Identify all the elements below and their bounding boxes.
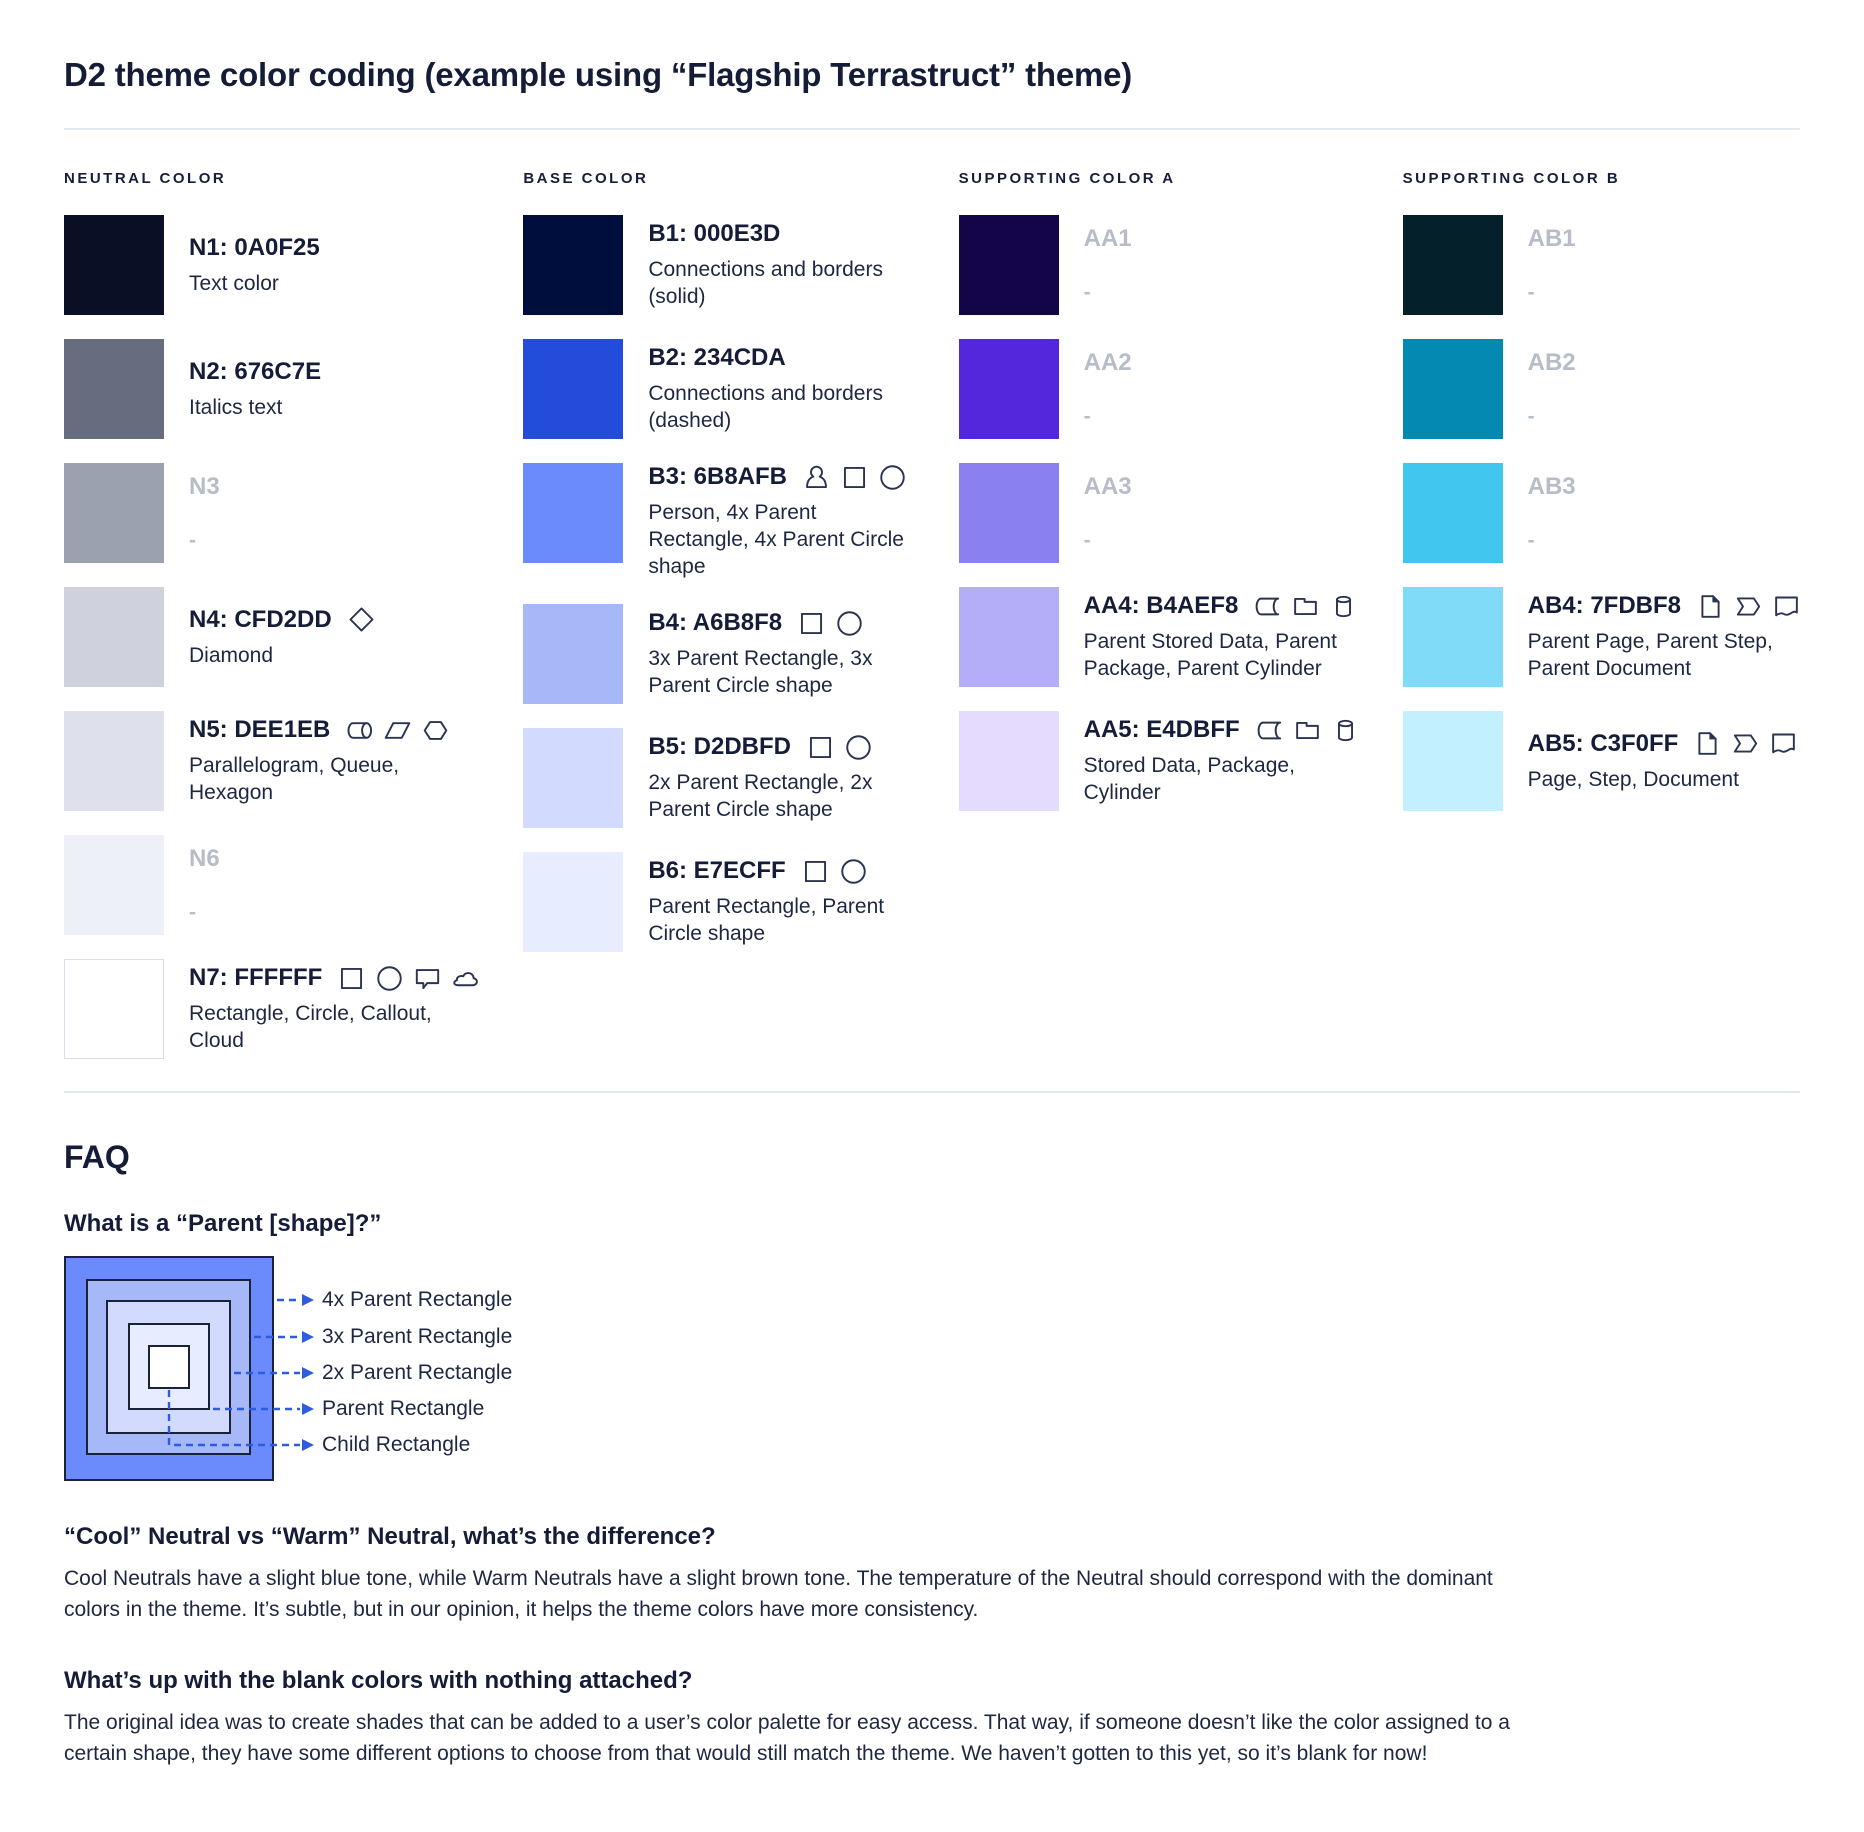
swatch-row-b6 bbox=[523, 852, 914, 952]
shape-icons bbox=[803, 464, 906, 491]
swatch-info bbox=[1084, 587, 1359, 687]
swatch-info bbox=[189, 959, 479, 1059]
faq-answer-blank-colors: The original idea was to create shades that can be added to a user’s color palette for easy access. That way, if someone doesn’t like the color assigned to a certain shape, they have some different options to choose from that would still match the theme. We haven’t gotten to this yet, so it’s blank for now! bbox=[64, 1711, 1510, 1765]
diagram-label-child: Child Rectangle bbox=[322, 1433, 471, 1456]
swatch-info bbox=[1528, 339, 1576, 439]
color-usage: - bbox=[189, 528, 196, 552]
swatch-info bbox=[1084, 339, 1132, 439]
swatch-row-b3 bbox=[523, 463, 914, 580]
swatch-row-b2 bbox=[523, 339, 914, 439]
rectangle-icon bbox=[841, 464, 868, 491]
shape-icons bbox=[1254, 593, 1357, 620]
swatch-row-n7 bbox=[64, 959, 479, 1059]
color-swatch bbox=[1403, 587, 1503, 687]
color-code: N2: 676C7E bbox=[189, 357, 322, 385]
shape-icons bbox=[348, 606, 375, 633]
color-usage: Parent Page, Parent Step, Parent Document bbox=[1527, 630, 1773, 680]
color-code: AA3 bbox=[1083, 472, 1132, 500]
step-icon bbox=[1732, 730, 1759, 757]
title-divider bbox=[64, 128, 1800, 130]
faq-section bbox=[64, 1139, 1800, 1769]
swatch-info bbox=[1084, 215, 1132, 315]
color-swatch bbox=[64, 711, 164, 811]
document-icon bbox=[1773, 593, 1800, 620]
swatch-row-n5 bbox=[64, 711, 479, 811]
faq-question-blank-colors: What’s up with the blank colors with nothing attached? bbox=[64, 1667, 693, 1694]
color-usage: Diamond bbox=[189, 643, 274, 667]
document-icon bbox=[1770, 730, 1797, 757]
swatch-row-b4 bbox=[523, 604, 914, 704]
color-usage: - bbox=[1527, 404, 1535, 428]
faq-divider bbox=[64, 1091, 1800, 1093]
color-usage: Parent Rectangle, Parent Circle shape bbox=[648, 895, 885, 945]
color-code: N1: 0A0F25 bbox=[189, 233, 320, 261]
color-code: N7: FFFFFF bbox=[189, 964, 323, 991]
swatch-row-n4 bbox=[64, 587, 479, 687]
color-usage: Connections and borders (dashed) bbox=[648, 382, 883, 432]
color-usage: Person, 4x Parent Rectangle, 4x Parent Circle shape bbox=[648, 501, 904, 578]
color-code: B2: 234CDA bbox=[648, 344, 786, 371]
swatch-row-ab1 bbox=[1403, 215, 1800, 315]
color-swatch bbox=[1403, 339, 1503, 439]
color-swatch bbox=[523, 852, 623, 952]
color-usage: - bbox=[189, 900, 196, 924]
column-base-color bbox=[523, 170, 914, 1083]
swatch-row-aa1 bbox=[959, 215, 1359, 315]
color-swatch bbox=[959, 339, 1059, 439]
color-code: B1: 000E3D bbox=[648, 220, 781, 247]
color-usage: - bbox=[1083, 280, 1091, 304]
color-usage: Stored Data, Package, Cylinder bbox=[1083, 754, 1295, 804]
rectangle-icon bbox=[798, 610, 825, 637]
swatch-info bbox=[1528, 587, 1800, 687]
swatch-info bbox=[1528, 711, 1798, 811]
column-supporting-a bbox=[959, 170, 1359, 1083]
circle-icon bbox=[836, 610, 863, 637]
color-swatch bbox=[1403, 463, 1503, 563]
swatch-info bbox=[648, 463, 914, 580]
color-swatch bbox=[64, 959, 164, 1059]
color-usage: - bbox=[1527, 280, 1535, 304]
color-usage: 3x Parent Rectangle, 3x Parent Circle shape bbox=[648, 647, 873, 697]
color-swatch bbox=[523, 215, 623, 315]
swatch-row-aa3 bbox=[959, 463, 1359, 563]
color-code: B5: D2DBFD bbox=[648, 733, 791, 760]
person-icon bbox=[803, 464, 830, 491]
color-code: N6 bbox=[189, 844, 220, 872]
swatch-row-ab3 bbox=[1403, 463, 1800, 563]
column-neutral-color bbox=[64, 170, 479, 1083]
swatch-info bbox=[1084, 711, 1359, 811]
callout-icon bbox=[414, 965, 441, 992]
color-usage: Page, Step, Document bbox=[1527, 767, 1739, 791]
color-swatch bbox=[64, 587, 164, 687]
color-usage: Parallelogram, Queue, Hexagon bbox=[189, 754, 400, 804]
swatch-row-b5 bbox=[523, 728, 914, 828]
color-code: AA5: E4DBFF bbox=[1083, 716, 1240, 743]
color-swatch bbox=[523, 463, 623, 563]
swatch-info bbox=[189, 463, 220, 563]
shape-icons bbox=[1256, 717, 1359, 744]
swatch-info bbox=[648, 728, 914, 828]
color-code: AB3 bbox=[1527, 472, 1576, 500]
color-swatch bbox=[959, 711, 1059, 811]
shape-icons bbox=[802, 858, 867, 885]
package-icon bbox=[1294, 717, 1321, 744]
shape-icons bbox=[346, 717, 449, 744]
color-code: AB4: 7FDBF8 bbox=[1527, 592, 1681, 619]
rectangle-icon bbox=[338, 965, 365, 992]
swatch-row-ab5 bbox=[1403, 711, 1800, 811]
color-swatch bbox=[1403, 711, 1503, 811]
swatch-info bbox=[648, 215, 914, 315]
color-swatch bbox=[64, 835, 164, 935]
page-icon bbox=[1694, 730, 1721, 757]
color-code: B4: A6B8F8 bbox=[648, 609, 783, 636]
shape-icons bbox=[1694, 730, 1797, 757]
color-swatch bbox=[64, 339, 164, 439]
swatch-row-n3 bbox=[64, 463, 479, 563]
column-header: NEUTRAL COLOR bbox=[64, 170, 227, 187]
cylinder-icon bbox=[1332, 717, 1359, 744]
color-usage: Italics text bbox=[189, 395, 283, 419]
color-code: AA4: B4AEF8 bbox=[1083, 592, 1239, 619]
swatch-info bbox=[648, 852, 914, 952]
shape-icons bbox=[807, 734, 872, 761]
color-code: AA2 bbox=[1083, 348, 1132, 376]
column-supporting-b bbox=[1403, 170, 1800, 1083]
color-usage: Parent Stored Data, Parent Package, Parent Cylinder bbox=[1083, 630, 1337, 680]
swatch-row-b1 bbox=[523, 215, 914, 315]
palette-grid bbox=[64, 170, 1800, 1083]
swatch-info bbox=[1084, 463, 1132, 563]
package-icon bbox=[1292, 593, 1319, 620]
swatch-info bbox=[189, 587, 375, 687]
color-code: N4: CFD2DD bbox=[189, 605, 332, 633]
cylinder-icon bbox=[1330, 593, 1357, 620]
diagram-label-parent: Parent Rectangle bbox=[322, 1397, 485, 1420]
color-code: AA1 bbox=[1083, 224, 1132, 252]
faq-question-parent-shape: What is a “Parent [shape]?” bbox=[64, 1210, 382, 1237]
page-icon bbox=[1697, 593, 1724, 620]
color-code: AB1 bbox=[1527, 224, 1576, 252]
swatch-info bbox=[648, 604, 914, 704]
swatch-row-n6 bbox=[64, 835, 479, 935]
queue-icon bbox=[346, 717, 373, 744]
stored-data-icon bbox=[1256, 717, 1283, 744]
shape-icons bbox=[1697, 593, 1800, 620]
diagram-label-4x-parent: 4x Parent Rectangle bbox=[322, 1288, 513, 1311]
color-swatch bbox=[959, 215, 1059, 315]
color-code: AB2 bbox=[1527, 348, 1576, 376]
swatch-info bbox=[189, 835, 220, 935]
color-code: B6: E7ECFF bbox=[648, 857, 786, 884]
diagram-label-2x-parent: 2x Parent Rectangle bbox=[322, 1361, 513, 1384]
shape-icons bbox=[338, 965, 479, 992]
circle-icon bbox=[879, 464, 906, 491]
color-code: N3 bbox=[189, 472, 220, 500]
color-usage: Rectangle, Circle, Callout, Cloud bbox=[189, 1002, 432, 1052]
swatch-row-n2 bbox=[64, 339, 479, 439]
faq-answer-cool-vs-warm: Cool Neutrals have a slight blue tone, while Warm Neutrals have a slight brown tone. The temperature of the Neutral should correspond with the dominant colors in the theme. It’s subtle, but in our opinion, it helps the theme colors have more consistency. bbox=[64, 1567, 1493, 1621]
swatch-row-aa2 bbox=[959, 339, 1359, 439]
cloud-icon bbox=[452, 965, 479, 992]
swatch-info bbox=[648, 339, 914, 439]
circle-icon bbox=[840, 858, 867, 885]
color-code: B3: 6B8AFB bbox=[648, 463, 788, 490]
color-usage: 2x Parent Rectangle, 2x Parent Circle shape bbox=[648, 771, 873, 821]
rectangle-icon bbox=[802, 858, 829, 885]
color-swatch bbox=[64, 215, 164, 315]
diamond-icon bbox=[348, 606, 375, 633]
color-code: N5: DEE1EB bbox=[189, 716, 331, 743]
column-header: SUPPORTING COLOR B bbox=[1402, 170, 1621, 187]
swatch-info bbox=[1528, 463, 1576, 563]
swatch-row-ab2 bbox=[1403, 339, 1800, 439]
color-swatch bbox=[523, 604, 623, 704]
color-swatch bbox=[959, 587, 1059, 687]
swatch-info bbox=[189, 215, 320, 315]
column-header: SUPPORTING COLOR A bbox=[958, 170, 1176, 187]
faq-question-cool-vs-warm: “Cool” Neutral vs “Warm” Neutral, what’s the difference? bbox=[64, 1523, 716, 1550]
swatch-row-ab4 bbox=[1403, 587, 1800, 687]
swatch-info bbox=[189, 711, 479, 811]
color-usage: Connections and borders (solid) bbox=[648, 258, 883, 308]
circle-icon bbox=[376, 965, 403, 992]
color-swatch bbox=[523, 728, 623, 828]
color-usage: - bbox=[1083, 404, 1091, 428]
color-code: AB5: C3F0FF bbox=[1527, 729, 1679, 757]
color-usage: - bbox=[1083, 528, 1091, 552]
swatch-row-n1 bbox=[64, 215, 479, 315]
hexagon-icon bbox=[422, 717, 449, 744]
rectangle-icon bbox=[807, 734, 834, 761]
color-swatch bbox=[959, 463, 1059, 563]
color-usage: Text color bbox=[189, 271, 279, 295]
swatch-info bbox=[189, 339, 321, 439]
diagram-label-3x-parent: 3x Parent Rectangle bbox=[322, 1325, 513, 1348]
faq-heading: FAQ bbox=[64, 1139, 130, 1175]
page-title: D2 theme color coding (example using “Flagship Terrastruct” theme) bbox=[64, 56, 1133, 93]
step-icon bbox=[1735, 593, 1762, 620]
parallelogram-icon bbox=[384, 717, 411, 744]
shape-icons bbox=[798, 610, 863, 637]
stored-data-icon bbox=[1254, 593, 1281, 620]
circle-icon bbox=[845, 734, 872, 761]
color-swatch bbox=[64, 463, 164, 563]
swatch-row-aa5 bbox=[959, 711, 1359, 811]
swatch-info bbox=[1528, 215, 1576, 315]
parent-shape-diagram bbox=[64, 1256, 704, 1481]
swatch-row-aa4 bbox=[959, 587, 1359, 687]
color-swatch bbox=[523, 339, 623, 439]
column-header: BASE COLOR bbox=[523, 170, 649, 187]
color-swatch bbox=[1403, 215, 1503, 315]
color-usage: - bbox=[1527, 528, 1535, 552]
